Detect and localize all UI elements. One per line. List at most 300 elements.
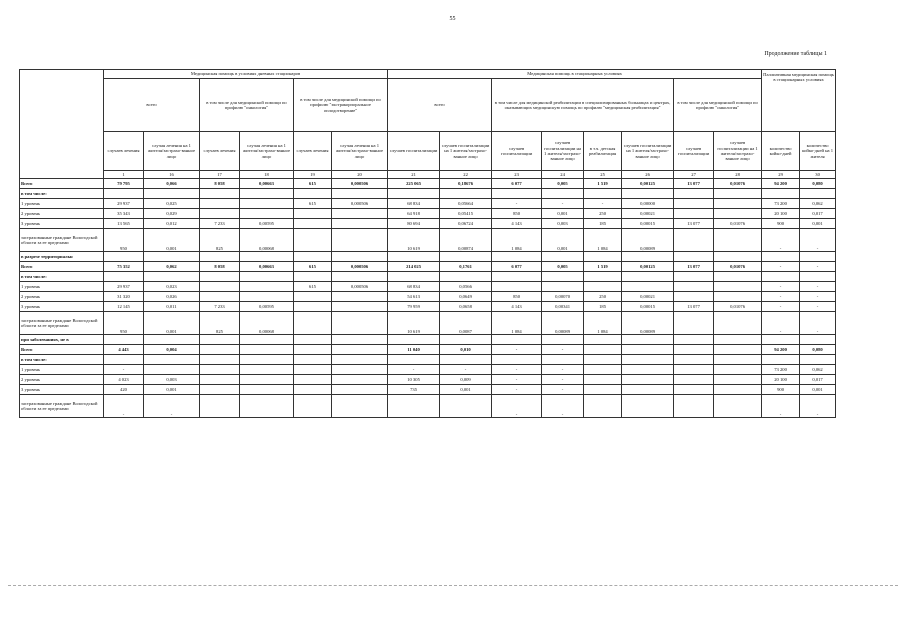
table-cell — [200, 272, 240, 282]
table-cell — [542, 272, 584, 282]
table-cell: 0,080 — [800, 345, 836, 355]
table-cell: 4 443 — [104, 345, 144, 355]
table-cell — [388, 355, 440, 365]
subheader-cell: случаев госпитализации — [388, 132, 440, 171]
column-number: 30 — [800, 171, 836, 179]
table-cell — [622, 395, 674, 418]
table-cell: 0,0087 — [440, 312, 492, 335]
table-cell: 94 200 — [762, 345, 800, 355]
table-cell: 1 084 — [584, 229, 622, 252]
table-cell — [542, 252, 584, 262]
table-cell — [714, 312, 762, 335]
row-label: 2 уровень — [20, 209, 104, 219]
table-cell: - — [800, 292, 836, 302]
table-cell — [294, 395, 332, 418]
table-cell — [332, 345, 388, 355]
table-cell — [200, 292, 240, 302]
table-cell — [800, 252, 836, 262]
table-cell: 225 065 — [388, 179, 440, 189]
table-cell: 0,001 — [542, 229, 584, 252]
table-cell: 0,1761 — [440, 262, 492, 272]
table-cell — [294, 209, 332, 219]
header-hospital: Медицинская помощь в стационарных условиях — [388, 70, 762, 79]
table-cell: 0,00663 — [240, 262, 294, 272]
table-cell — [240, 292, 294, 302]
table-cell — [674, 355, 714, 365]
table-cell: 615 — [294, 199, 332, 209]
table-row — [20, 375, 836, 385]
table-cell: - — [440, 365, 492, 375]
table-cell — [714, 335, 762, 345]
table-cell — [294, 272, 332, 282]
table-cell: 0,01076 — [714, 302, 762, 312]
table-continuation-label: Продолжение таблицы 1 — [764, 51, 827, 57]
table-cell — [622, 252, 674, 262]
table-cell — [622, 365, 674, 375]
table-row — [20, 385, 836, 395]
table-cell — [762, 252, 800, 262]
table-cell: 850 — [492, 292, 542, 302]
table-cell — [240, 209, 294, 219]
table-cell: 0,062 — [800, 199, 836, 209]
table-cell: 0,00874 — [440, 229, 492, 252]
table-cell: - — [762, 292, 800, 302]
table-cell: 29 937 — [104, 199, 144, 209]
table-cell — [674, 199, 714, 209]
table-cell — [714, 282, 762, 292]
table-cell — [332, 385, 388, 395]
table-cell — [714, 385, 762, 395]
table-cell: 0,026 — [144, 292, 200, 302]
table-cell — [542, 282, 584, 292]
table-row — [20, 355, 836, 365]
table-cell: - — [762, 229, 800, 252]
table-cell: 0,00068 — [240, 229, 294, 252]
table-cell: 29 937 — [104, 282, 144, 292]
row-label: Всего — [20, 345, 104, 355]
column-number: 27 — [674, 171, 714, 179]
table-cell — [200, 189, 240, 199]
table-cell — [294, 365, 332, 375]
table-cell — [240, 189, 294, 199]
table-cell — [294, 189, 332, 199]
table-cell — [388, 189, 440, 199]
table-cell — [714, 345, 762, 355]
table-cell: 0,000506 — [332, 179, 388, 189]
row-label: 3 уровень — [20, 219, 104, 229]
header-label-col — [20, 70, 104, 179]
table-cell: 1 519 — [584, 262, 622, 272]
table-cell — [332, 292, 388, 302]
table-cell — [332, 252, 388, 262]
table-cell — [674, 345, 714, 355]
table-cell: 75 352 — [104, 262, 144, 272]
table-cell: - — [388, 365, 440, 375]
table-cell — [294, 355, 332, 365]
table-cell — [332, 395, 388, 418]
table-cell: 0,029 — [144, 209, 200, 219]
header-palliative: Паллиативная медицинская помощь в стационарных условиях — [762, 70, 836, 132]
table-cell: 250 — [584, 292, 622, 302]
table-cell — [584, 272, 622, 282]
table-cell: 0,00125 — [622, 262, 674, 272]
table-cell — [714, 292, 762, 302]
data-table — [19, 69, 836, 418]
table-cell — [294, 229, 332, 252]
table-cell — [240, 385, 294, 395]
table-cell: - — [762, 312, 800, 335]
subheader-cell: в т.ч. детская реабилитация — [584, 132, 622, 171]
table-cell: 0,017 — [800, 375, 836, 385]
table-cell — [240, 199, 294, 209]
table-cell — [584, 395, 622, 418]
table-cell — [104, 335, 144, 345]
table-cell: - — [492, 395, 542, 418]
table-cell — [622, 335, 674, 345]
table-cell — [294, 292, 332, 302]
table-cell — [542, 355, 584, 365]
table-cell: 0,0658 — [440, 302, 492, 312]
table-cell: - — [492, 199, 542, 209]
table-cell — [294, 345, 332, 355]
row-label: 1 уровень — [20, 199, 104, 209]
table-cell: 1 084 — [492, 229, 542, 252]
table-cell — [714, 355, 762, 365]
table-cell: 68 834 — [388, 199, 440, 209]
table-cell: 0,0566 — [440, 282, 492, 292]
table-cell — [762, 272, 800, 282]
table-cell — [104, 355, 144, 365]
table-cell: - — [492, 345, 542, 355]
column-number: 26 — [622, 171, 674, 179]
table-cell: 420 — [104, 385, 144, 395]
table-cell: - — [104, 395, 144, 418]
table-cell: 900 — [762, 385, 800, 395]
column-number: 23 — [492, 171, 542, 179]
table-cell — [800, 272, 836, 282]
table-cell — [714, 365, 762, 375]
table-cell: 0,023 — [144, 282, 200, 292]
table-cell — [388, 395, 440, 418]
table-cell: 0,000506 — [332, 262, 388, 272]
table-cell: 0,06724 — [440, 219, 492, 229]
table-cell — [674, 252, 714, 262]
table-cell: 13 077 — [674, 179, 714, 189]
table-cell: 13 077 — [674, 302, 714, 312]
column-number: 22 — [440, 171, 492, 179]
table-cell: 0,000506 — [332, 199, 388, 209]
row-label: в том числе: — [20, 189, 104, 199]
table-cell — [584, 375, 622, 385]
table-cell: 1 084 — [584, 312, 622, 335]
table-cell: 214 025 — [388, 262, 440, 272]
table-row — [20, 219, 836, 229]
table-cell — [240, 252, 294, 262]
table-cell: 0,001 — [800, 219, 836, 229]
table-cell — [144, 335, 200, 345]
table-cell: 735 — [388, 385, 440, 395]
table-cell: 8 058 — [200, 262, 240, 272]
table-cell — [440, 189, 492, 199]
table-cell — [714, 395, 762, 418]
table-cell — [584, 282, 622, 292]
table-cell: 0,001 — [144, 229, 200, 252]
row-label: застрахованные граждане Вологодской области за ее пределами — [20, 229, 104, 252]
column-number: 28 — [714, 171, 762, 179]
table-cell: 0,012 — [144, 219, 200, 229]
table-cell: 6 077 — [492, 262, 542, 272]
table-cell — [240, 272, 294, 282]
table-cell: 0,00089 — [622, 229, 674, 252]
table-cell — [674, 272, 714, 282]
table-cell: - — [542, 365, 584, 375]
column-number: 24 — [542, 171, 584, 179]
table-cell — [332, 189, 388, 199]
table-cell: 0,025 — [144, 199, 200, 209]
table-cell: 0,00070 — [542, 292, 584, 302]
table-row — [20, 199, 836, 209]
table-cell: - — [542, 199, 584, 209]
table-cell: - — [144, 395, 200, 418]
table-cell: - — [762, 262, 800, 272]
table-cell: 64 918 — [388, 209, 440, 219]
table-cell: - — [492, 375, 542, 385]
row-label: застрахованные граждане Вологодской области за ее пределами — [20, 312, 104, 335]
table-cell: - — [492, 365, 542, 375]
table-cell — [622, 345, 674, 355]
table-cell: 825 — [200, 229, 240, 252]
row-label: в том числе: — [20, 355, 104, 365]
table-cell — [542, 335, 584, 345]
table-cell: 8 058 — [200, 179, 240, 189]
column-number: 21 — [388, 171, 440, 179]
table-row — [20, 365, 836, 375]
column-number: 19 — [294, 171, 332, 179]
table-cell: 0,004 — [144, 345, 200, 355]
table-cell: 79 795 — [104, 179, 144, 189]
table-cell — [332, 375, 388, 385]
row-label: 1 уровень — [20, 365, 104, 375]
subheader-cell: случаев госпитализации на 1 жителя/застрахо-ванное лицо — [714, 132, 762, 171]
table-cell: - — [584, 199, 622, 209]
table-cell: 20 100 — [762, 209, 800, 219]
table-cell: 0,009 — [440, 375, 492, 385]
table-cell: - — [542, 375, 584, 385]
table-cell: 0,0649 — [440, 292, 492, 302]
column-number: 18 — [240, 171, 294, 179]
table-cell — [800, 335, 836, 345]
table-cell — [674, 209, 714, 219]
table-cell: 0,00015 — [622, 302, 674, 312]
table-cell — [542, 189, 584, 199]
table-cell — [144, 355, 200, 365]
table-cell: 250 — [584, 209, 622, 219]
table-cell: 185 — [584, 302, 622, 312]
table-cell — [674, 395, 714, 418]
table-row — [20, 312, 836, 335]
row-label: Всего — [20, 262, 104, 272]
header-day-eco: в том числе для медицинской помощи по профилю "экстракорпоральное оплодотворение" — [294, 79, 388, 132]
table-cell: 0,00015 — [622, 219, 674, 229]
column-number: 17 — [200, 171, 240, 179]
table-cell: 31 320 — [104, 292, 144, 302]
table-cell — [622, 385, 674, 395]
table-cell — [714, 199, 762, 209]
column-number: 16 — [144, 171, 200, 179]
header-hosp-rehab: в том числе для медицинской реабилитации в специализированных больницах и центрах, оказывающих медицинскую помощь по профилю "медицинская реабилитация" — [492, 79, 674, 132]
column-number: 20 — [332, 171, 388, 179]
table-row — [20, 335, 836, 345]
table-cell — [674, 375, 714, 385]
table-cell — [584, 189, 622, 199]
table-cell — [714, 189, 762, 199]
table-cell — [440, 355, 492, 365]
table-cell: 850 — [492, 209, 542, 219]
table-cell — [240, 355, 294, 365]
table-cell — [332, 312, 388, 335]
table-cell: 35 343 — [104, 209, 144, 219]
subheader-cell: случаев лечения — [200, 132, 240, 171]
table-cell: 0,017 — [800, 209, 836, 219]
page-bottom-rule — [8, 585, 898, 586]
table-cell: - — [800, 282, 836, 292]
subheader-cell: случаев госпитализации на 1 жителя/застрахо-ванное лицо — [622, 132, 674, 171]
table-cell: 950 — [104, 312, 144, 335]
table-cell: 0,001 — [440, 385, 492, 395]
table-cell — [388, 335, 440, 345]
table-cell — [240, 365, 294, 375]
table-cell — [240, 282, 294, 292]
table-row — [20, 189, 836, 199]
table-cell — [622, 189, 674, 199]
subheader-cell: количество койко-дней на 1 жителя — [800, 132, 836, 171]
table-cell: 4 023 — [104, 375, 144, 385]
table-cell: 13 077 — [674, 262, 714, 272]
table-cell — [714, 229, 762, 252]
table-cell: 0,005 — [542, 179, 584, 189]
table-cell — [294, 252, 332, 262]
table-cell — [762, 335, 800, 345]
table-cell — [104, 189, 144, 199]
table-cell: 0,00021 — [622, 292, 674, 302]
table-cell — [294, 335, 332, 345]
table-cell — [332, 302, 388, 312]
table-cell — [240, 375, 294, 385]
table-cell: 80 694 — [388, 219, 440, 229]
table-cell — [332, 229, 388, 252]
table-cell — [200, 345, 240, 355]
table-cell — [674, 385, 714, 395]
table-cell: 825 — [200, 312, 240, 335]
table-cell: - — [762, 302, 800, 312]
table-cell — [674, 312, 714, 335]
table-cell — [200, 375, 240, 385]
table-cell — [104, 252, 144, 262]
table-cell: 10 305 — [388, 375, 440, 385]
table-cell: 0,00089 — [542, 312, 584, 335]
table-cell — [200, 209, 240, 219]
table-cell: 0,01076 — [714, 262, 762, 272]
table-cell: 0,005 — [542, 262, 584, 272]
row-label: в разрезе территориальн — [20, 252, 104, 262]
table-cell — [332, 272, 388, 282]
table-cell — [294, 375, 332, 385]
subheader-cell: случаев госпитализации на 1 жителя/застрахо-ванное лицо — [440, 132, 492, 171]
table-cell: 185 — [584, 219, 622, 229]
table-row — [20, 302, 836, 312]
table-cell: - — [800, 395, 836, 418]
column-number: 29 — [762, 171, 800, 179]
table-cell — [440, 335, 492, 345]
table-cell — [144, 365, 200, 375]
subheader-cell: случаев госпитализации на 1 жителя/застрахо-ванное лицо — [542, 132, 584, 171]
table-cell: 13 565 — [104, 219, 144, 229]
table-cell: 0,00595 — [240, 219, 294, 229]
table-cell — [674, 365, 714, 375]
subheader-cell: случаев лечения — [104, 132, 144, 171]
table-cell: 615 — [294, 282, 332, 292]
table-cell: 73 200 — [762, 365, 800, 375]
table-cell: 11 040 — [388, 345, 440, 355]
table-cell: 0,18676 — [440, 179, 492, 189]
table-cell — [200, 395, 240, 418]
header-day-total: всего — [104, 79, 200, 132]
row-label: в том числе: — [20, 272, 104, 282]
table-cell — [200, 252, 240, 262]
table-cell: 0,00021 — [622, 209, 674, 219]
table-cell: 54 613 — [388, 292, 440, 302]
table-cell: 0,003 — [542, 219, 584, 229]
table-cell — [144, 252, 200, 262]
header-day-stationary: Медицинская помощь в условиях дневных стационаров — [104, 70, 388, 79]
table-cell: - — [800, 302, 836, 312]
table-cell — [714, 252, 762, 262]
table-cell: - — [542, 395, 584, 418]
table-cell: 7 233 — [200, 302, 240, 312]
subheader-cell: случая лечения на 1 жителя/застрахо-ванное лицо — [144, 132, 200, 171]
table-cell: 0,00068 — [240, 312, 294, 335]
table-cell: - — [542, 345, 584, 355]
table-cell — [240, 345, 294, 355]
row-label: 3 уровень — [20, 385, 104, 395]
table-cell: 0,001 — [800, 385, 836, 395]
table-cell: 0,062 — [144, 262, 200, 272]
table-cell — [714, 375, 762, 385]
table-cell: 13 077 — [674, 219, 714, 229]
table-cell: 0,003 — [144, 375, 200, 385]
table-cell — [440, 272, 492, 282]
table-cell: 0,01076 — [714, 179, 762, 189]
table-cell: 615 — [294, 262, 332, 272]
table-cell — [294, 312, 332, 335]
subheader-cell: количество койко-дней — [762, 132, 800, 171]
table-cell — [492, 189, 542, 199]
table-cell — [492, 355, 542, 365]
table-cell: 0,001 — [144, 312, 200, 335]
table-cell: 0,05415 — [440, 209, 492, 219]
subheader-cell: случаев госпитализации — [492, 132, 542, 171]
table-cell: 0,00341 — [542, 302, 584, 312]
table-cell — [240, 395, 294, 418]
table-cell: - — [492, 385, 542, 395]
table-cell — [674, 229, 714, 252]
table-cell: 1 084 — [492, 312, 542, 335]
table-cell — [584, 385, 622, 395]
table-cell: 20 100 — [762, 375, 800, 385]
table-cell — [622, 375, 674, 385]
table-cell — [584, 335, 622, 345]
table-cell — [200, 335, 240, 345]
